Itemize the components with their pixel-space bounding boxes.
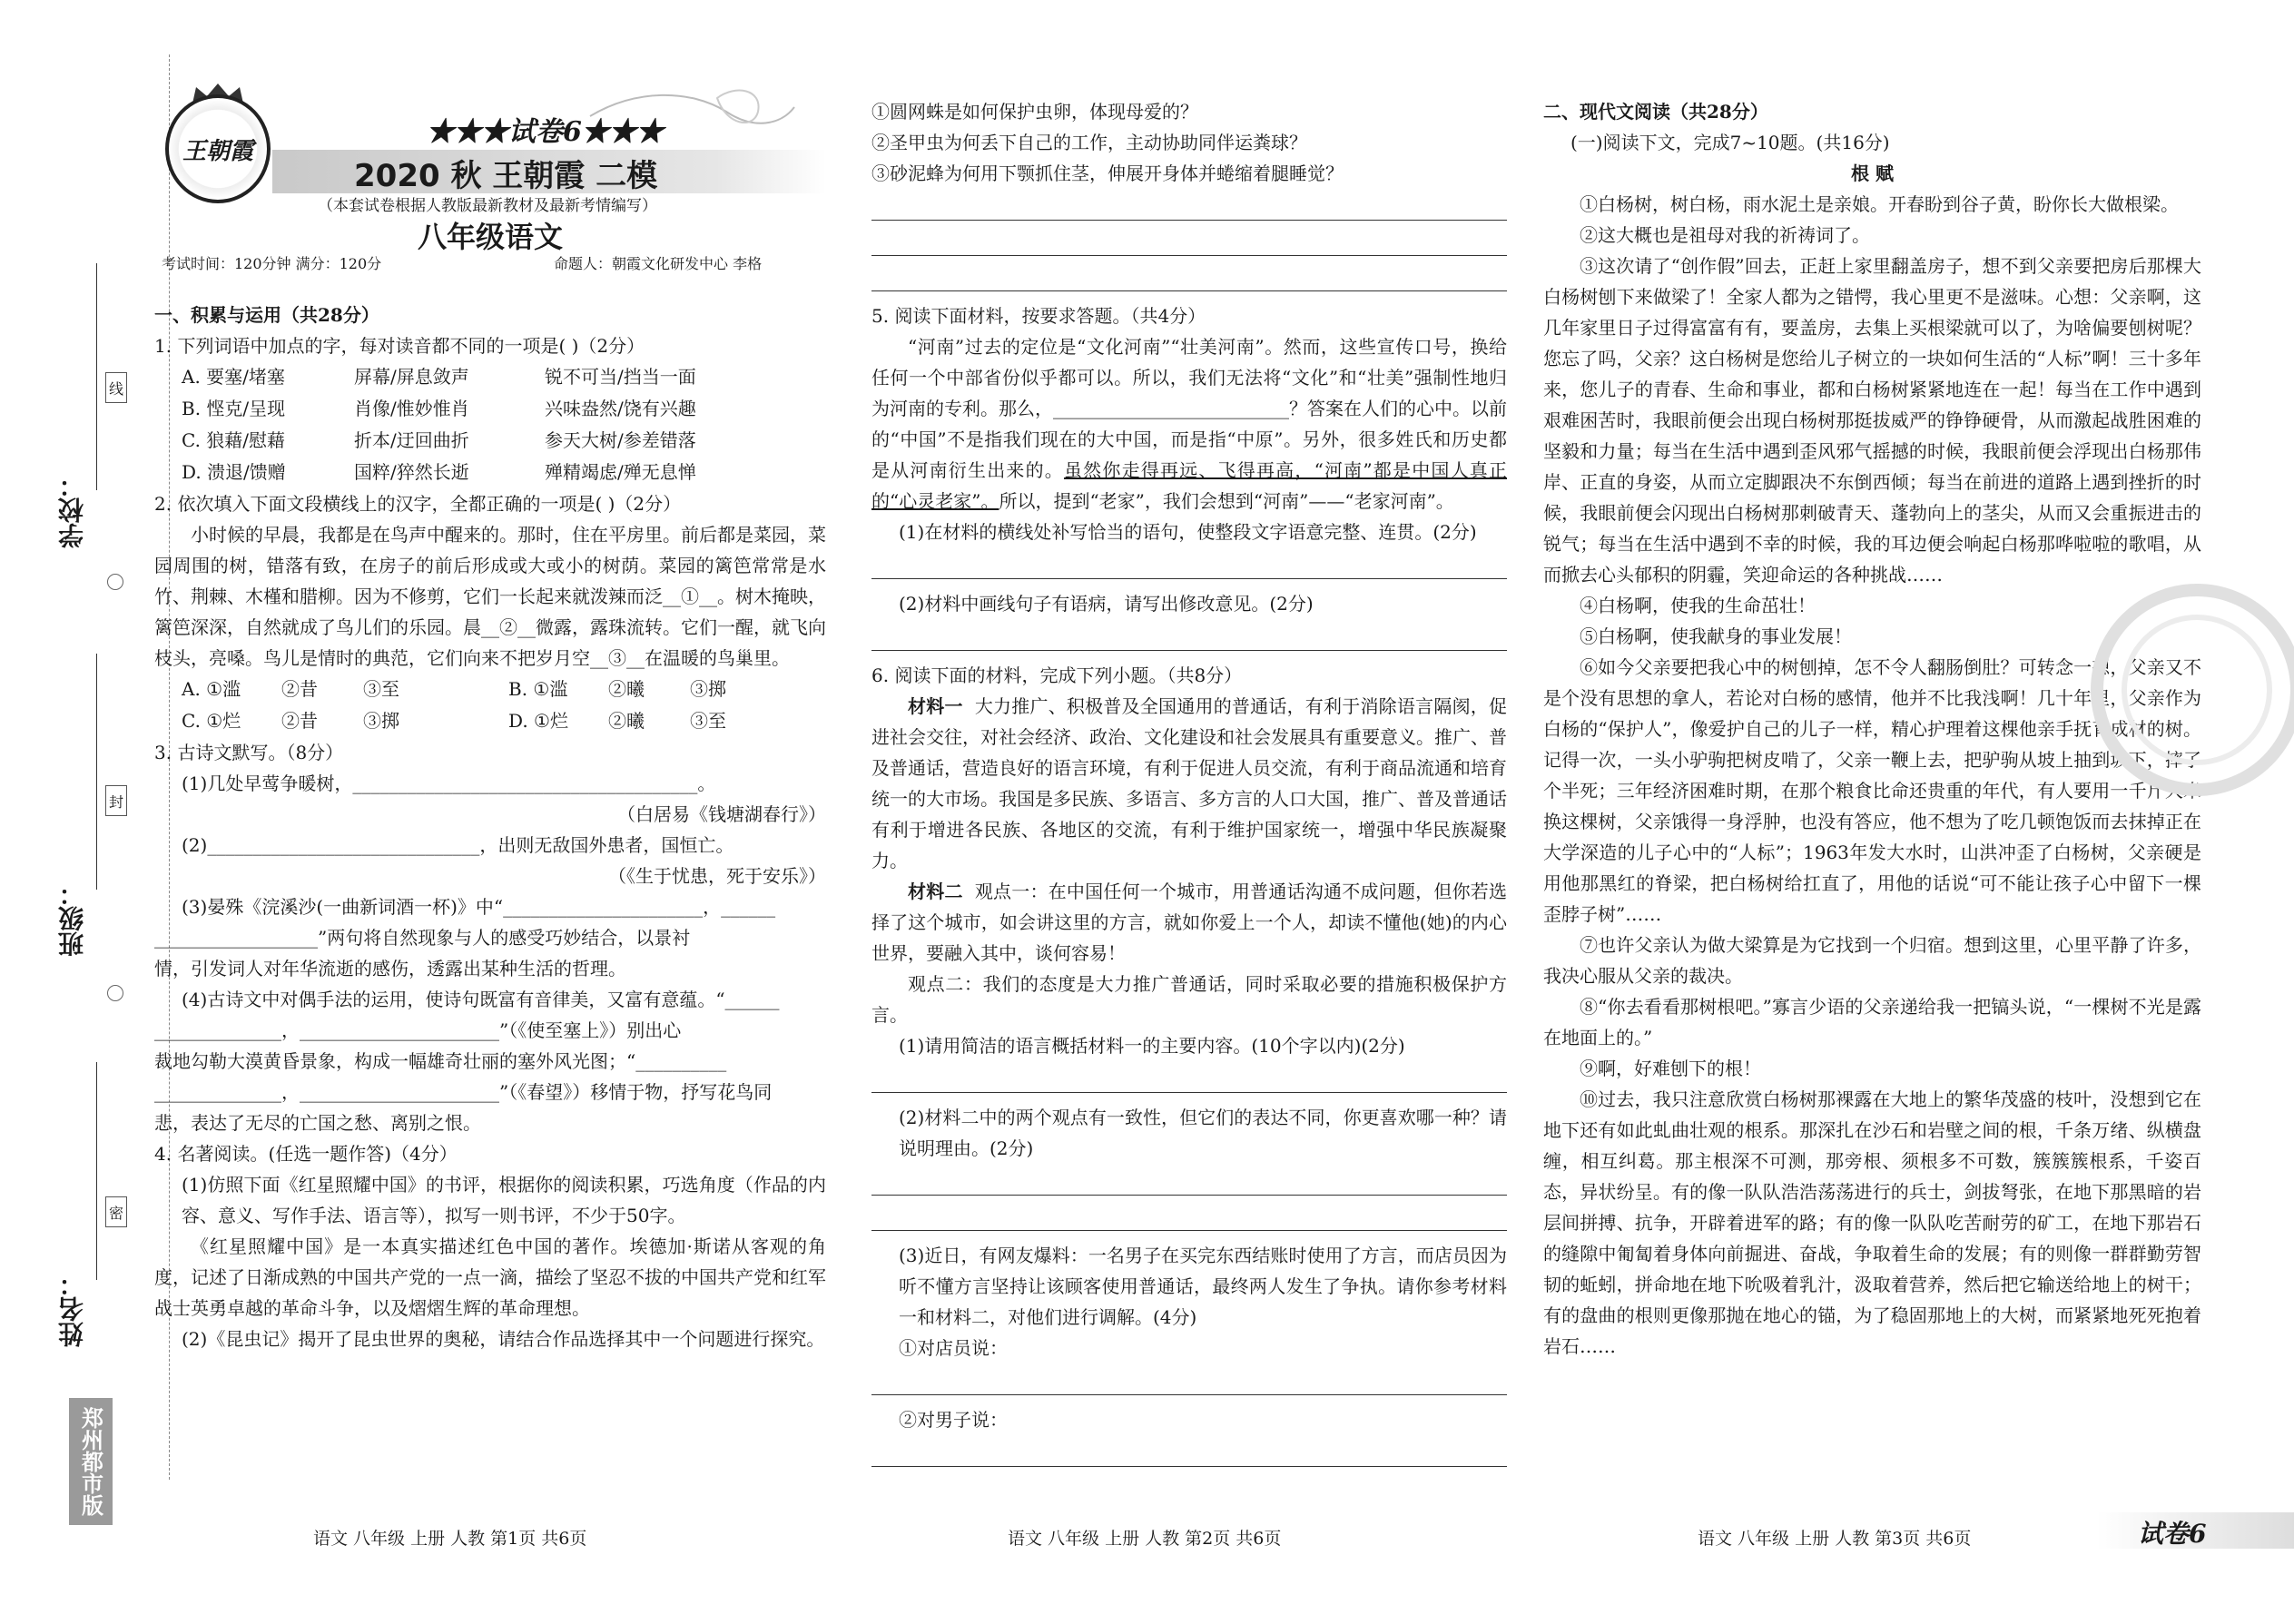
q4-2-item-2: ②圣甲虫为何丢下自己的工作，主动协助同伴运粪球？	[871, 132, 1307, 153]
q1-b-3: 兴味盎然/饶有兴趣	[545, 398, 696, 419]
q3-2-source: （《生于忧患，死于安乐》）	[608, 865, 826, 887]
question-5: 5. 阅读下面材料，按要求答题。（共4分）	[871, 305, 1206, 327]
binding-hole	[107, 574, 123, 590]
answer-line[interactable]	[871, 1067, 1507, 1093]
q5-passage	[871, 331, 1507, 517]
question-3: 3. 古诗文默写。（8分）	[154, 742, 344, 763]
essay-para-6: ⑥如今父亲要把我心中的树刨掉，怎不令人翻肠倒肚？可转念一想，父亲又不是个没有思想的拿人，若论对白杨的感情，他并不比我浅啊！几十年里，父亲作为白杨的“保护人”，像爱护自己的儿子一样，精心护理着这棵他亲手抚育成材的树。记得一次，一头小驴驹把树皮啃了，父亲一鞭上去，把驴驹从坡上抽到坡下，摔了个半死；三年经济困难时期，在那个粮食比命还贵重的年代，有人要用一千斤大米换这棵树，父亲饿得一身浮肿，也没有答应，他不想为了吃几顿饱饭而去抹掉正在大学深造的儿子心中的“人标”；1963年发大水时，山洪冲歪了白杨树，父亲硬是用他那黑红的脊梁，把白杨树给扛直了，用他的话说“可不能让孩子心中留下一棵歪脖子树”……	[1543, 656, 2201, 925]
q1-b-2: 肖像/惟妙惟肖	[354, 398, 469, 419]
q1-d-2: 国粹/猝然长逝	[354, 461, 469, 483]
q4-sample-review: 《红星照耀中国》是一本真实描述红色中国的著作。埃德加·斯诺从客观的角度，记述了日渐成熟的中国共产党的一点一滴，描绘了坚忍不拔的中国共产党和红军战士英勇卓越的革命斗争，以及熠熠生辉的革命理想。	[154, 1235, 826, 1319]
question-1: 1. 下列词语中加点的字，每对读音都不同的一项是( )（2分）	[154, 335, 645, 357]
q5-1: (1)在材料的横线处补写恰当的语句，使整段文字语意完整、连贯。(2分)	[899, 521, 1477, 543]
material-1-text: 大力推广、积极普及全国通用的普通话，有利于消除语言隔阂，促进社会交往，对社会经济、政治、文化建设和社会发展具有重要意义。推广、普及普通话，营造良好的语言环境，有利于促进人员交流，有利于商品流通和培育统一的大市场。我国是多民族、多语言、多方言的人口大国，推广、普及普通话有利于增进各民族、各地区的交流，有利于维护国家统一，增强中华民族凝聚力。	[871, 695, 1508, 871]
material-2-view-2: 观点二：我们的态度是大力推广普通话，同时采取必要的措施积极保护方言。	[871, 973, 1507, 1026]
essay-para-10: ⑩过去，我只注意欣赏白杨树那裸露在大地上的繁华茂盛的枝叶，没想到它在地下还有如此虬曲壮观的根系。那深扎在沙石和岩壁之间的根，千条万绪、纵横盘缠，相互纠葛。那主根深不可测，那旁根、须根多不可数，簇簇簇根系，千姿百态，异状纷呈。有的像一队队浩浩荡荡进行的兵士，剑拔弩张，在地下那黑暗的岩层间拼搏、抗争，开辟着进军的路；有的像一队队吃苦耐劳的矿工，在地下那岩石的缝隙中匍匐着身体向前掘进、奋战，争取着生命的发展；有的则像一群群勤劳智韧的蚯蚓，拼命地在地下吮吸着乳汁，汲取着营养，然后把它输送给地上的树干；有的盘曲的根则更像那抛在地心的锚，为了稳固那地上的大树，而紧紧地死死抱着岩石……	[1543, 1088, 2201, 1357]
exam-number: ★★★试卷6★★★	[427, 116, 664, 148]
page-3-footer: 语文 八年级 上册 人教 第3页 共6页	[1698, 1529, 1972, 1549]
binding-hole	[107, 985, 123, 1001]
q2-d-2: ②曦	[608, 710, 645, 732]
section-1-heading: 一、积累与运用（共28分）	[154, 304, 379, 326]
q3-3-line-3: 情，引发词人对年华流逝的感伤，透露出某种生活的哲理。	[154, 958, 626, 979]
q2-b-3: ③掷	[690, 678, 726, 700]
material-1-label: 材料一	[908, 695, 963, 717]
q1-c-1: C. 狼藉/慰藉	[182, 429, 286, 451]
answer-line[interactable]	[871, 265, 1507, 291]
q3-4-line-4[interactable]: ______________，______________________”（《春望》）移情于物，抒写花鸟同	[154, 1081, 773, 1103]
page-1	[154, 0, 826, 1624]
question-4: 4. 名著阅读。(任选一题作答)（4分）	[154, 1143, 458, 1165]
q2-c-1: C. ①烂	[182, 710, 241, 732]
q1-b-1: B. 悭克/呈现	[182, 398, 286, 419]
essay-para-1: ①白杨树，树白杨，雨水泥土是亲娘。开春盼到谷子黄，盼你长大做根梁。	[1580, 193, 2179, 215]
material-2-label: 材料二	[908, 881, 963, 902]
q3-1-source: （白居易《钱塘湖春行》）	[617, 803, 826, 825]
q2-b-1: B. ①滥	[508, 678, 568, 700]
q1-a-2: 屏幕/屏息敛声	[354, 366, 469, 388]
q3-4-line-3[interactable]: 裁地勾勒大漠黄昏景象，构成一幅雄奇壮丽的塞外风光图；“__________	[154, 1050, 727, 1072]
answer-line[interactable]	[871, 1369, 1507, 1395]
seal-char-feng: 封	[105, 785, 127, 816]
essay-para-7: ⑦也许父亲认为做大梁算是为它找到一个归宿。想到这里，心里平静了许多，我决心服从父亲的裁决。	[1543, 934, 2201, 987]
answer-line[interactable]	[871, 625, 1507, 651]
question-6: 6. 阅读下面的材料，完成下列小题。（共8分）	[871, 664, 1243, 686]
seal-char-mi: 密	[105, 1196, 127, 1227]
q2-a-2: ②昔	[281, 678, 318, 700]
q4-2-item-1: ①圆网蛛是如何保护虫卵，体现母爱的？	[871, 101, 1198, 123]
q5-underlined-sentence: 虽然你走得再远、飞得再高，“河南”都是中国人真正的“心灵老家”。	[871, 459, 1507, 512]
page-3	[1543, 0, 2201, 1624]
q2-d-1: D. ①烂	[508, 710, 568, 732]
class-field[interactable]	[96, 654, 97, 890]
q6-2: (2)材料二中的两个观点有一致性，但它们的表达不同，你更喜欢哪一种？请说明理由。(2分)	[899, 1107, 1507, 1159]
essay-para-8: ⑧“你去看看那树根吧。”寡言少语的父亲递给我一把镐头说，“一棵树不光是露在地面上的。”	[1543, 996, 2201, 1048]
q2-c-2: ②昔	[281, 710, 318, 732]
q5-passage-part-1: “河南”过去的定位是“文化河南”“壮美河南”。然而，这些宣传口号，换给任何一个中部省份似乎都可以。所以，我们无法将“文化”和“壮美”强制性地归为河南的专利。那么，__________________________？答案在人们的心中。以前的“中国”不是指我们现在的大中国，而是指“中原”。另外，很多姓氏和历史都是从河南衍生出来的。	[871, 336, 1507, 481]
answer-line[interactable]	[871, 194, 1507, 221]
question-2: 2. 依次填入下面文段横线上的汉字，全都正确的一项是( )（2分）	[154, 493, 682, 515]
page-2	[871, 0, 1507, 1624]
q5-passage-part-2: 所以，提到“老家”，我们会想到“河南”——“老家河南”。	[999, 490, 1454, 512]
name-label: 姓名：	[57, 1271, 87, 1347]
q1-d-1: D. 溃退/馈赠	[182, 461, 286, 483]
answer-line[interactable]	[871, 1441, 1507, 1467]
q3-4-line-5: 悲，表达了无尽的亡国之愁、离别之恨。	[154, 1112, 481, 1134]
q1-option-a[interactable]	[154, 361, 826, 393]
essay-para-2: ②这大概也是祖母对我的祈祷词了。	[1580, 224, 1870, 246]
q2-c-3: ③掷	[363, 710, 399, 732]
exam-title: 2020 秋 王朝霞 二模	[354, 158, 658, 194]
q6-3-clerk-label: ①对店员说：	[899, 1337, 1008, 1359]
q3-2[interactable]: (2)______________________________，出则无敌国外患者，国恒亡。	[182, 834, 734, 856]
answer-line[interactable]	[871, 553, 1507, 579]
page-1-footer: 语文 八年级 上册 人教 第1页 共6页	[313, 1529, 587, 1549]
material-1	[871, 691, 1507, 876]
exam-author: 命题人：朝霞文化研发中心 李格	[554, 255, 763, 272]
essay-para-9: ⑨啊，好难刨下的根！	[1580, 1058, 1761, 1079]
q1-c-2: 折本/迂回曲折	[354, 429, 469, 451]
q6-1: (1)请用简洁的语言概括材料一的主要内容。(10个字以内)(2分)	[899, 1035, 1405, 1057]
q2-b-2: ②曦	[608, 678, 645, 700]
footer-exam-badge: 试卷6	[2138, 1519, 2207, 1549]
q1-d-3: 殚精竭虑/殚无息惮	[545, 461, 696, 483]
q2-options-row-2[interactable]	[154, 705, 826, 737]
class-label: 班级：	[57, 881, 87, 957]
q4-2-item-3: ③砂泥蜂为何用下颚抓住茎，伸展开身体并蜷缩着腿睡觉？	[871, 162, 1344, 184]
subsection-1: (一)阅读下文，完成7~10题。(共16分)	[1570, 132, 1890, 153]
school-field[interactable]	[96, 263, 97, 490]
q6-3-man-label: ②对男子说：	[899, 1409, 1008, 1431]
essay-para-4: ④白杨啊，使我的生命茁壮！	[1580, 595, 1816, 616]
q1-a-3: 锐不可当/挡当一面	[545, 366, 696, 388]
q2-a-1: A. ①滥	[182, 678, 241, 700]
school-label: 学校：	[57, 472, 87, 548]
q1-c-3: 参天大树/参差错落	[545, 429, 696, 451]
exam-time-score: 考试时间：120分钟 满分：120分	[162, 255, 382, 272]
q1-option-c[interactable]	[154, 425, 826, 457]
essay-title: 根 赋	[1851, 162, 1894, 184]
edition-label: 郑州都市版	[69, 1398, 113, 1525]
q1-a-1: A. 要塞/堵塞	[182, 366, 285, 388]
binding-margin	[54, 0, 154, 1624]
q3-3-line-2[interactable]: __________________”两句将自然现象与人的感受巧妙结合，以景衬	[154, 927, 691, 949]
q3-4-line-1[interactable]: (4)古诗文中对偶手法的运用，使诗句既富有音律美，又富有意蕴。“______	[182, 989, 780, 1010]
seal-watermark	[2088, 581, 2294, 799]
seal-char-xian: 线	[105, 372, 127, 403]
exam-note: （本套试卷根据人教版最新教材及最新考情编写）	[318, 197, 657, 215]
name-field[interactable]	[96, 1062, 97, 1280]
section-2-heading: 二、现代文阅读（共28分）	[1543, 101, 1768, 123]
q4-2: (2)《昆虫记》揭开了昆虫世界的奥秘，请结合作品选择其中一个问题进行探究。	[182, 1328, 825, 1350]
essay-para-5: ⑤白杨啊，使我献身的事业发展！	[1580, 625, 1852, 647]
answer-line[interactable]	[871, 1169, 1507, 1196]
q2-passage: 小时候的早晨，我都是在鸟声中醒来的。那时，住在平房里。前后都是菜园，菜园周围的树，错落有致，在房子的前后形成或大或小的树荫。菜园的篱笆常常是水竹、荆棘、木槿和腊柳。因为不修剪，它们一长起来就泼辣而泛__①__。树木掩映，篱笆深深，自然就成了鸟儿们的乐园。晨__②__微露，露珠流转。它们一醒，就飞向枝头，亮嗓。鸟儿是情时的典范，它们向来不把岁月空__③__在温暖的鸟巢里。	[154, 524, 826, 669]
q1-option-d[interactable]	[154, 457, 826, 488]
q5-2: (2)材料中画线句子有语病，请写出修改意见。(2分)	[899, 593, 1314, 615]
q4-1: (1)仿照下面《红星照耀中国》的书评，根据你的阅读积累，巧选角度（作品的内容、意义、写作手法、语言等），拟写一则书评，不少于50字。	[182, 1174, 826, 1226]
q2-a-3: ③至	[363, 678, 399, 700]
q3-4-line-2[interactable]: ______________，______________________”（《使至塞上》）别出心	[154, 1019, 682, 1041]
subject-title: 八年级语文	[418, 220, 564, 254]
q3-1[interactable]: (1)几处早莺争暖树，______________________________________。	[182, 773, 716, 794]
material-2	[871, 876, 1507, 969]
answer-line[interactable]	[871, 1205, 1507, 1231]
q2-options-row-1[interactable]	[154, 674, 826, 705]
material-2-view-1: 观点一：在中国任何一个城市，用普通话沟通不成问题，但你若选择了这个城市，如会讲这里的方言，就如你爱上一个人，却读不懂他(她)的内心世界，要融入其中，谈何容易！	[871, 881, 1508, 964]
q3-3-line-1[interactable]: (3)晏殊《浣溪沙(一曲新词酒一杯)》中“______________________，______	[182, 896, 776, 918]
logo-text: 王朝霞	[182, 137, 253, 165]
page-2-footer: 语文 八年级 上册 人教 第2页 共6页	[1008, 1529, 1282, 1549]
answer-line[interactable]	[871, 230, 1507, 256]
q1-option-b[interactable]	[154, 393, 826, 425]
essay-para-3: ③这次请了“创作假”回去，正赶上家里翻盖房子，想不到父亲要把房后那棵大白杨树刨下来做梁了！全家人都为之错愕，我心里更不是滋味。心想：父亲啊，这几年家里日子过得富富有有，要盖房，去集上买根梁就可以了，为啥偏要刨树呢？您忘了吗，父亲？这白杨树是您给儿子树立的一块如何生活的“人标”啊！三十多年来，您儿子的青春、生命和事业，都和白杨树紧紧地连在一起！每当在工作中遇到艰难困苦时，我眼前便会出现白杨树那挺拔威严的铮铮硬骨，从而激起战胜困难的坚毅和力量；每当在生活中遇到歪风邪气摇撼的时候，我眼前便会浮现出白杨那伟岸、正直的身姿，从而立定脚跟决不东倒西倾；每当在前进的道路上遇到挫折的时候，我眼前便会闪现出白杨树那刺破青天、蓬勃向上的茎尖，从而又会重振进击的锐气；每当在生活中遇到不幸的时候，我的耳边便会响起白杨那哗啦啦的歌唱，从而掀去心头郁积的阴霾，笑迎命运的各种挑战……	[1543, 255, 2201, 586]
q6-3: (3)近日，有网友爆料：一名男子在买完东西结账时使用了方言，而店员因为听不懂方言坚持让该顾客使用普通话，最终两人发生了争执。请你参考材料一和材料二，对他们进行调解。(4分)	[899, 1245, 1507, 1328]
q2-d-3: ③至	[690, 710, 726, 732]
